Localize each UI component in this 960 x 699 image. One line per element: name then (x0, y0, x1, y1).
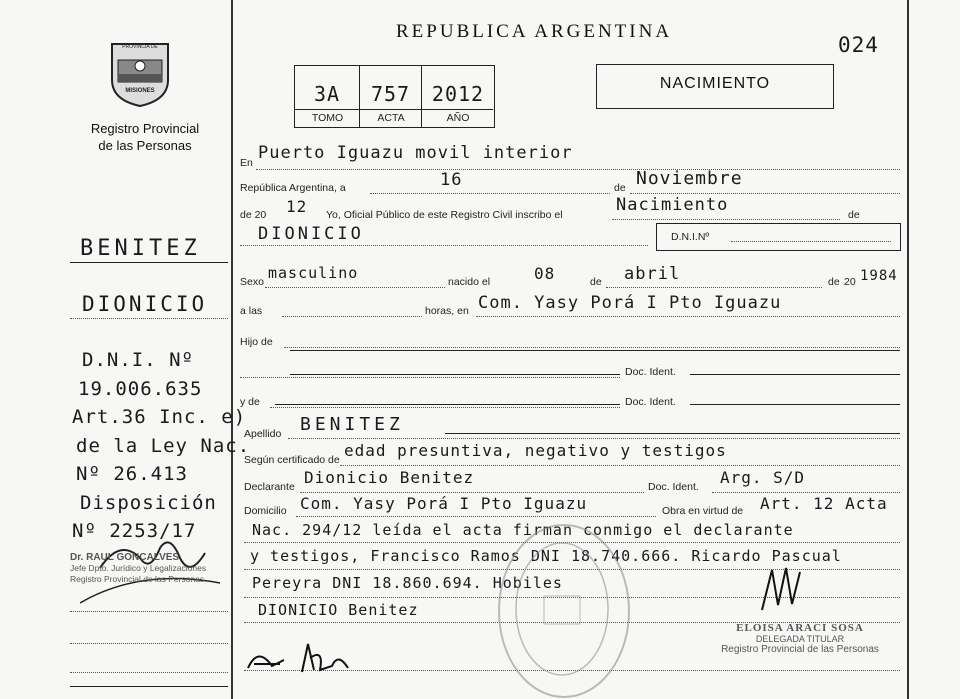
text-line-a: Nac. 294/12 leída el acta firman conmigo el declarante (252, 521, 794, 539)
birth-month: abril (624, 264, 681, 284)
officer-org: Registro Provincial de las Personas (721, 644, 879, 655)
officer-role: DELEGADA TITULAR (755, 634, 845, 644)
birth-month-line (606, 287, 822, 288)
province-seal (108, 38, 172, 108)
officer-signature (752, 560, 812, 625)
obra-value: Art. 12 Acta (760, 494, 888, 513)
registry-name (70, 120, 220, 154)
text-line-d: DIONICIO Benitez (258, 601, 419, 619)
text-line-c: Pereyra DNI 18.860.694. Hobiles (252, 574, 563, 592)
sexo-line (265, 287, 445, 288)
officer-stamp (700, 622, 900, 655)
doc4-value: Arg. S/D (720, 468, 806, 487)
en-line (256, 169, 900, 170)
officer-name: ELOISA ARACI SOSA (736, 622, 864, 634)
act-type-label: NACIMIENTO (659, 75, 771, 92)
strike-line (290, 374, 620, 375)
de2-label: de (848, 209, 860, 221)
inscribe-line (612, 219, 840, 220)
declarante-value: Dionicio Benitez (304, 468, 475, 487)
margin-stamp (70, 552, 240, 585)
registry-name-line1: Registro Provincial (90, 121, 200, 136)
yde-label: y de (240, 396, 260, 408)
right-border (907, 0, 909, 699)
strike-line (445, 433, 900, 434)
margin-rule (70, 643, 228, 644)
dni-label: D.N.I.Nº (671, 231, 710, 243)
month-value: Noviembre (636, 168, 743, 189)
margin-stamp-line1: Jefe Dpto. Jurídico y Legalizaciones (70, 563, 207, 573)
declarante-label: Declarante (244, 481, 295, 493)
margin-note-line: Disposición (80, 491, 217, 514)
margin-note-line: de la Ley Nac. (76, 434, 251, 457)
month-line (630, 193, 900, 194)
margin-rule (70, 318, 228, 319)
seal-bottom-text: MISIONES (125, 88, 155, 94)
anio-value: 2012 (431, 82, 485, 106)
year-prefix: de 20 (240, 209, 267, 221)
segun-label: Según certificado de (244, 454, 340, 466)
segun-line (340, 465, 900, 466)
margin-note-line: D.N.I. Nº (82, 349, 194, 371)
en-value: Puerto Iguazu movil interior (258, 143, 573, 163)
sexo-value: masculino (268, 264, 359, 282)
margin-note-line: Nº 2253/17 (72, 520, 197, 542)
officer-text: Yo, Oficial Público de este Registro Civil inscribo el (326, 209, 563, 221)
de4-label: de (828, 276, 840, 288)
declarante-line (300, 492, 644, 493)
dni-line (731, 241, 891, 242)
margin-note-line: Art.36 Inc. e) (72, 406, 247, 428)
yde-line (270, 407, 620, 408)
doc4-line (712, 492, 900, 493)
birth-year: 1984 (860, 268, 898, 284)
segun-value: edad presuntiva, negativo y testigos (344, 441, 727, 460)
record-id-divider (295, 109, 493, 110)
strike-line (690, 374, 900, 375)
hijo-line-2 (240, 377, 620, 378)
doc2-label: Doc. Ident. (625, 396, 676, 408)
declarant-signatures (244, 638, 364, 685)
domicilio-value: Com. Yasy Porá I Pto Iguazu (300, 494, 588, 513)
tomo-value: 3A (313, 82, 341, 106)
registry-name-line2: de las Personas (98, 138, 192, 153)
obra-label: Obra en virtud de (662, 505, 744, 517)
domicilio-label: Domicilio (244, 505, 287, 517)
hijo-label: Hijo de (240, 336, 273, 348)
registered-name: DIONICIO (258, 224, 364, 244)
acta-value: 757 (370, 82, 411, 106)
rep-label: República Argentina, a (240, 182, 346, 194)
alas-line (282, 316, 422, 317)
strike-line (290, 350, 900, 351)
margin-stamp-line2: Registro Provincial de las Personas (70, 574, 205, 584)
margin-rule (70, 262, 228, 263)
alas-label: a las (240, 305, 263, 317)
act-type-box (596, 64, 834, 109)
year-value: 12 (286, 197, 308, 216)
place-value: Com. Yasy Porá I Pto Iguazu (478, 293, 782, 313)
record-id-box (294, 65, 495, 128)
margin-note (72, 346, 250, 546)
en-label: En (240, 157, 253, 169)
strike-line (275, 404, 620, 405)
country-title: REPUBLICA ARGENTINA (396, 21, 673, 42)
name-line (240, 245, 648, 246)
margin-surname: BENITEZ (80, 236, 201, 261)
apellido-line (288, 438, 900, 439)
margin-note-line: Nº 26.413 (76, 463, 188, 485)
place-line (476, 316, 900, 317)
text-line-b: y testigos, Francisco Ramos DNI 18.740.666. Ricardo Pascual (250, 547, 842, 565)
de3-label: de (590, 276, 602, 288)
doc1-label: Doc. Ident. (625, 366, 676, 378)
inscribe-value: Nacimiento (616, 195, 729, 215)
nacido-label: nacido el (448, 276, 491, 288)
anio-label: AÑO (446, 112, 470, 124)
apellido-value: BENITEZ (300, 414, 404, 435)
margin-note-line: 19.006.635 (78, 377, 203, 400)
doc4-label: Doc. Ident. (648, 481, 699, 493)
birth-day: 08 (534, 264, 556, 283)
registry-round-stamp (498, 524, 630, 698)
de-label: de (614, 182, 626, 194)
strike-line (690, 404, 900, 405)
page-number: 024 (838, 33, 879, 57)
sexo-label: Sexo (240, 276, 264, 288)
day-line (370, 193, 610, 194)
dni-box (656, 223, 901, 251)
margin-rule (70, 672, 228, 673)
hijo-line (284, 347, 900, 348)
apellido-label: Apellido (244, 428, 282, 440)
acta-label: ACTA (377, 112, 405, 124)
domicilio-line (296, 516, 656, 517)
margin-stamp-name: Dr. RAUL GONCALVES (70, 552, 180, 563)
margin-given-name: DIONICIO (82, 292, 208, 316)
birth-year-prefix: 20 (844, 276, 856, 288)
margin-rule (70, 686, 228, 687)
tomo-label: TOMO (311, 112, 344, 124)
day-value: 16 (440, 170, 463, 190)
seal-top-text: PROVINCIA DE (122, 44, 158, 50)
horas-label: horas, en (425, 305, 469, 317)
